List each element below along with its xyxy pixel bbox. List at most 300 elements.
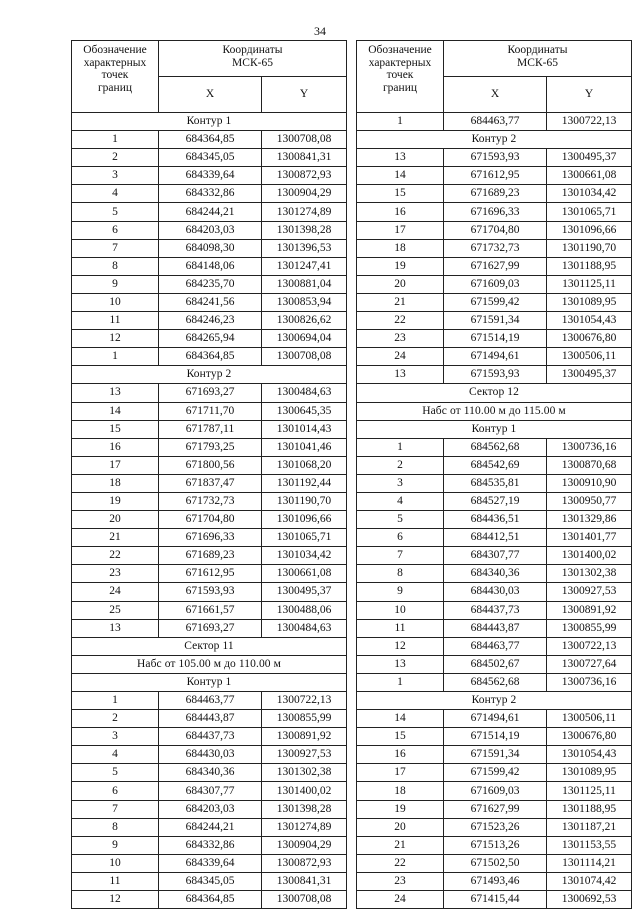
section-title: Контур 1 [72,113,347,131]
table-row [357,456,632,474]
table-row [72,131,347,149]
coord-x: 671593,93 [444,149,547,167]
table-row [357,511,632,529]
point-number: 13 [72,384,159,402]
coord-x: 671593,93 [444,366,547,384]
section-row [72,637,347,655]
section-title: Контур 2 [357,131,632,149]
point-number: 12 [72,330,159,348]
header-coordinates: Координаты МСК-65 [159,41,347,77]
point-number: 22 [357,854,444,872]
coord-x: 684339,64 [159,854,262,872]
coord-x: 684244,21 [159,818,262,836]
coord-x: 684430,03 [444,583,547,601]
section-row [357,692,632,710]
point-number: 20 [357,818,444,836]
coord-y: 1300506,11 [547,348,632,366]
coord-y: 1300872,93 [262,854,347,872]
table-row [72,710,347,728]
table-row [357,474,632,492]
table-row [72,275,347,293]
section-title: Набс от 105.00 м до 110.00 м [72,655,347,673]
point-number: 17 [357,764,444,782]
header-x: X [444,77,547,113]
table-row [72,511,347,529]
coord-y: 1301398,28 [262,221,347,239]
coord-x: 671732,73 [159,492,262,510]
coord-x: 671612,95 [159,565,262,583]
coord-x: 671793,25 [159,438,262,456]
coord-x: 684339,64 [159,167,262,185]
coord-x: 671704,80 [444,221,547,239]
table-row [357,257,632,275]
point-number: 10 [72,293,159,311]
table-row [357,529,632,547]
point-number: 7 [72,239,159,257]
header-y: Y [547,77,632,113]
point-number: 9 [72,275,159,293]
table-row [72,185,347,203]
table-row [357,655,632,673]
table-row [357,565,632,583]
coord-x: 684535,81 [444,474,547,492]
table-body-right [357,113,632,909]
table-row [72,293,347,311]
table-row [72,583,347,601]
coord-x: 684436,51 [444,511,547,529]
point-number: 18 [72,474,159,492]
coord-x: 671415,44 [444,891,547,909]
coord-y: 1301065,71 [547,203,632,221]
point-number: 15 [72,420,159,438]
coord-y: 1301125,11 [547,782,632,800]
table-row [72,872,347,890]
point-number: 15 [357,185,444,203]
coord-x: 671689,23 [444,185,547,203]
point-number: 14 [72,402,159,420]
coord-x: 671591,34 [444,746,547,764]
table-body-left [72,113,347,909]
coord-x: 684241,56 [159,293,262,311]
point-number: 14 [357,167,444,185]
point-number: 3 [72,728,159,746]
coord-y: 1301401,77 [547,529,632,547]
point-number: 24 [357,348,444,366]
coord-y: 1300904,29 [262,185,347,203]
coord-x: 684235,70 [159,275,262,293]
coord-y: 1301096,66 [547,221,632,239]
point-number: 13 [357,655,444,673]
section-row [72,113,347,131]
point-number: 19 [72,492,159,510]
point-number: 10 [72,854,159,872]
table-row [357,854,632,872]
header-x: X [159,77,262,113]
coord-x: 671704,80 [159,511,262,529]
point-number: 6 [72,221,159,239]
coord-y: 1301034,42 [547,185,632,203]
coord-y: 1301153,55 [547,836,632,854]
table-row [357,746,632,764]
coord-x: 684244,21 [159,203,262,221]
table-row [72,474,347,492]
coord-y: 1300722,13 [262,692,347,710]
coord-y: 1301089,95 [547,764,632,782]
table-row [72,167,347,185]
point-number: 10 [357,601,444,619]
coord-y: 1300708,08 [262,131,347,149]
table-row [72,565,347,583]
coord-y: 1301190,70 [262,492,347,510]
table-row [357,185,632,203]
table-row [357,601,632,619]
coord-y: 1301192,44 [262,474,347,492]
coord-y: 1300841,31 [262,872,347,890]
coord-x: 671494,61 [444,348,547,366]
table-row [357,891,632,909]
point-number: 6 [357,529,444,547]
coord-x: 684340,36 [444,565,547,583]
coord-x: 671711,70 [159,402,262,420]
section-title: Сектор 11 [72,637,347,655]
coord-y: 1300736,16 [547,673,632,691]
table-row [357,619,632,637]
coord-x: 684502,67 [444,655,547,673]
point-number: 13 [357,149,444,167]
point-number: 11 [72,312,159,330]
table-row [72,420,347,438]
point-number: 9 [357,583,444,601]
point-number: 14 [357,710,444,728]
coord-x: 671689,23 [159,547,262,565]
section-row [72,655,347,673]
coord-y: 1301187,21 [547,818,632,836]
coord-y: 1301096,66 [262,511,347,529]
coord-y: 1300645,35 [262,402,347,420]
coord-x: 684562,68 [444,673,547,691]
coord-y: 1300495,37 [547,366,632,384]
coord-x: 684246,23 [159,312,262,330]
point-number: 21 [72,529,159,547]
coord-y: 1300881,04 [262,275,347,293]
coord-x: 684562,68 [444,438,547,456]
coord-x: 671693,27 [159,384,262,402]
table-row [357,167,632,185]
table-row [357,438,632,456]
coord-x: 684340,36 [159,764,262,782]
table-row [357,800,632,818]
coord-y: 1300722,13 [547,637,632,655]
point-number: 23 [357,872,444,890]
coord-x: 671494,61 [444,710,547,728]
table-row [357,330,632,348]
point-number: 5 [72,203,159,221]
coord-y: 1300826,62 [262,312,347,330]
coord-y: 1301302,38 [547,565,632,583]
coord-x: 671732,73 [444,239,547,257]
coord-y: 1300484,63 [262,384,347,402]
point-number: 11 [72,872,159,890]
table-row [357,782,632,800]
coord-y: 1300841,31 [262,149,347,167]
table-row [72,836,347,854]
point-number: 22 [72,547,159,565]
table-row [72,203,347,221]
coord-x: 684437,73 [159,728,262,746]
coord-y: 1300506,11 [547,710,632,728]
table-row [357,275,632,293]
table-row [72,782,347,800]
table-row [72,384,347,402]
coord-y: 1300722,13 [547,113,632,131]
coord-y: 1300927,53 [547,583,632,601]
coord-y: 1301274,89 [262,818,347,836]
header-y: Y [262,77,347,113]
header-point-label: Обозначение характерных точек границ [72,41,159,113]
section-title: Контур 1 [72,673,347,691]
point-number: 3 [357,474,444,492]
table-row [72,746,347,764]
coord-y: 1300927,53 [262,746,347,764]
coord-x: 671609,03 [444,782,547,800]
point-number: 2 [72,710,159,728]
section-title: Сектор 12 [357,384,632,402]
table-row [72,239,347,257]
point-number: 8 [357,565,444,583]
section-row [72,673,347,691]
coord-y: 1300872,93 [262,167,347,185]
coord-y: 1301400,02 [547,547,632,565]
point-number: 17 [72,456,159,474]
point-number: 7 [72,800,159,818]
table-row [72,312,347,330]
coordinates-table-left [71,40,347,909]
section-row [357,131,632,149]
section-row [72,366,347,384]
coord-y: 1301041,46 [262,438,347,456]
table-row [357,710,632,728]
coord-y: 1301014,43 [262,420,347,438]
coord-x: 684345,05 [159,872,262,890]
table-row [72,492,347,510]
coord-x: 671599,42 [444,764,547,782]
coord-y: 1300488,06 [262,601,347,619]
coord-x: 671661,57 [159,601,262,619]
coord-y: 1300855,99 [262,710,347,728]
coord-x: 684332,86 [159,836,262,854]
coord-y: 1301247,41 [262,257,347,275]
coord-x: 671514,19 [444,728,547,746]
table-row [72,438,347,456]
point-number: 16 [357,746,444,764]
table-row [357,348,632,366]
section-title: Набс от 110.00 м до 115.00 м [357,402,632,420]
table-row [357,637,632,655]
point-number: 19 [357,800,444,818]
table-row [357,728,632,746]
coord-y: 1301054,43 [547,746,632,764]
coord-x: 684307,77 [159,782,262,800]
point-number: 11 [357,619,444,637]
coord-x: 671696,33 [159,529,262,547]
point-number: 17 [357,221,444,239]
coord-y: 1300736,16 [547,438,632,456]
table-row [72,891,347,909]
point-number: 18 [357,782,444,800]
point-number: 16 [72,438,159,456]
coord-x: 684364,85 [159,131,262,149]
coord-x: 671612,95 [444,167,547,185]
table-row [72,221,347,239]
coord-y: 1300891,92 [547,601,632,619]
coord-x: 671514,19 [444,330,547,348]
coord-x: 671513,26 [444,836,547,854]
point-number: 1 [72,348,159,366]
table-row [357,293,632,311]
point-number: 6 [72,782,159,800]
coord-x: 671837,47 [159,474,262,492]
coord-y: 1301054,43 [547,312,632,330]
coord-y: 1300855,99 [547,619,632,637]
coord-x: 684443,87 [444,619,547,637]
table-row [357,312,632,330]
point-number: 8 [72,257,159,275]
section-row [357,384,632,402]
table-row [72,348,347,366]
point-number: 1 [72,131,159,149]
point-number: 15 [357,728,444,746]
point-number: 19 [357,257,444,275]
coord-x: 684463,77 [159,692,262,710]
point-number: 21 [357,836,444,854]
coord-y: 1300495,37 [262,583,347,601]
table-row [72,547,347,565]
coord-y: 1301125,11 [547,275,632,293]
coord-y: 1300661,08 [547,167,632,185]
coord-x: 684148,06 [159,257,262,275]
point-number: 5 [357,511,444,529]
coord-y: 1300870,68 [547,456,632,474]
point-number: 12 [72,891,159,909]
coord-x: 684203,03 [159,800,262,818]
coord-y: 1300904,29 [262,836,347,854]
table-row [357,764,632,782]
coord-x: 684203,03 [159,221,262,239]
point-number: 24 [357,891,444,909]
coord-y: 1300694,04 [262,330,347,348]
section-title: Контур 1 [357,420,632,438]
point-number: 16 [357,203,444,221]
coord-x: 671696,33 [444,203,547,221]
coord-y: 1301065,71 [262,529,347,547]
coord-x: 684364,85 [159,891,262,909]
coord-y: 1300692,53 [547,891,632,909]
coord-x: 684265,94 [159,330,262,348]
table-row [72,764,347,782]
table-row [357,113,632,131]
section-row [357,420,632,438]
coord-x: 684332,86 [159,185,262,203]
point-number: 4 [72,185,159,203]
table-row [357,203,632,221]
point-number: 2 [357,456,444,474]
point-number: 20 [72,511,159,529]
coord-y: 1301190,70 [547,239,632,257]
coord-y: 1300661,08 [262,565,347,583]
table-row [72,800,347,818]
point-number: 9 [72,836,159,854]
point-number: 7 [357,547,444,565]
table-row [357,221,632,239]
coord-y: 1300910,90 [547,474,632,492]
section-title: Контур 2 [72,366,347,384]
table-row [357,149,632,167]
point-number: 4 [72,746,159,764]
coord-y: 1300484,63 [262,619,347,637]
table-row [72,728,347,746]
point-number: 5 [72,764,159,782]
point-number: 24 [72,583,159,601]
table-row [357,818,632,836]
coord-y: 1300708,08 [262,348,347,366]
table-row [72,456,347,474]
coord-y: 1301400,02 [262,782,347,800]
coord-y: 1301302,38 [262,764,347,782]
point-number: 21 [357,293,444,311]
table-row [357,366,632,384]
table-row [72,601,347,619]
table-row [357,547,632,565]
point-number: 20 [357,275,444,293]
coord-x: 671599,42 [444,293,547,311]
point-number: 4 [357,492,444,510]
coord-x: 684412,51 [444,529,547,547]
point-number: 13 [72,619,159,637]
section-row [357,402,632,420]
point-number: 1 [357,438,444,456]
coord-y: 1301396,53 [262,239,347,257]
point-number: 13 [357,366,444,384]
coord-y: 1300708,08 [262,891,347,909]
point-number: 22 [357,312,444,330]
coord-x: 671693,27 [159,619,262,637]
table-row [72,529,347,547]
coord-y: 1300950,77 [547,492,632,510]
coord-x: 684307,77 [444,547,547,565]
point-number: 1 [357,113,444,131]
coord-y: 1300853,94 [262,293,347,311]
coord-x: 684542,69 [444,456,547,474]
table-row [357,836,632,854]
coord-y: 1301074,42 [547,872,632,890]
coord-x: 684098,30 [159,239,262,257]
coord-y: 1301274,89 [262,203,347,221]
coord-x: 684527,19 [444,492,547,510]
coord-x: 684345,05 [159,149,262,167]
coord-y: 1301329,86 [547,511,632,529]
coord-x: 684437,73 [444,601,547,619]
point-number: 1 [72,692,159,710]
header-point-label: Обозначение характерных точек границ [357,41,444,113]
point-number: 1 [357,673,444,691]
coord-y: 1300676,80 [547,330,632,348]
table-row [72,402,347,420]
point-number: 3 [72,167,159,185]
point-number: 2 [72,149,159,167]
coord-x: 671787,11 [159,420,262,438]
table-row [72,692,347,710]
table-row [72,330,347,348]
